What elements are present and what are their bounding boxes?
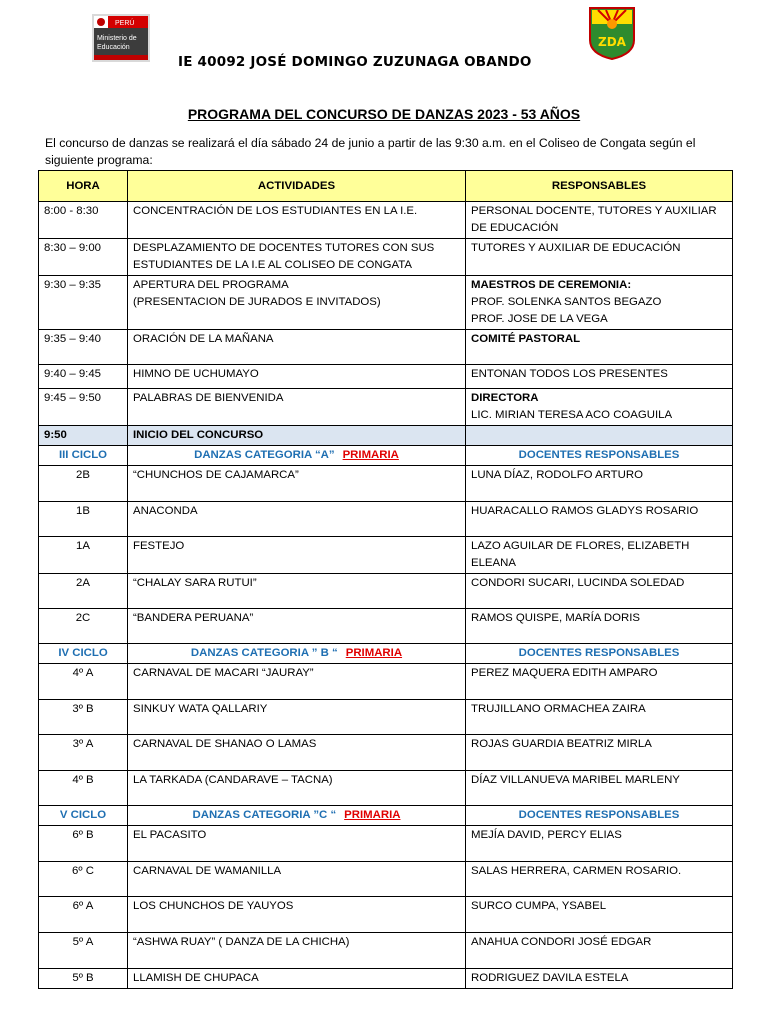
dance-name: LLAMISH DE CHUPACA <box>128 969 466 989</box>
dance-grade: 2B <box>39 466 128 502</box>
schedule-responsible <box>466 202 733 239</box>
level-label: PRIMARIA <box>342 449 399 461</box>
schedule-activity: APERTURA DEL PROGRAMA (PRESENTACION DE JURADOS E INVITADOS) <box>128 276 466 330</box>
schedule-time: 9:35 – 9:40 <box>39 330 128 365</box>
svg-text:PERÚ: PERÚ <box>115 20 135 27</box>
program-table <box>38 170 733 989</box>
dance-row <box>39 735 733 771</box>
level-label: PRIMARIA <box>344 809 401 821</box>
dance-grade: 2A <box>39 574 128 609</box>
dance-grade: 6º B <box>39 826 128 862</box>
schedule-responsible <box>466 276 733 330</box>
dance-grade: 5º A <box>39 933 128 969</box>
start-empty <box>466 426 733 446</box>
dance-grade: 6º C <box>39 862 128 897</box>
category-cell <box>128 446 466 466</box>
start-activity: INICIO DEL CONCURSO <box>128 426 466 446</box>
responsible-title: DIRECTORA <box>471 392 539 404</box>
responsible-names: ENTONAN TODOS LOS PRESENTES <box>471 368 668 380</box>
schedule-activity: CONCENTRACIÓN DE LOS ESTUDIANTES EN LA I.E. <box>128 202 466 239</box>
responsible-title: COMITÉ PASTORAL <box>471 333 581 345</box>
dance-teacher: LUNA DÍAZ, RODOLFO ARTURO <box>466 466 733 502</box>
category-label: DANZAS CATEGORIA ” B “ <box>190 647 338 659</box>
schedule-row <box>39 365 733 389</box>
dance-teacher: HUARACALLO RAMOS GLADYS ROSARIO <box>466 502 733 537</box>
cycle-header-row <box>39 446 733 466</box>
responsible-title: MAESTROS DE CEREMONIA: <box>471 279 632 291</box>
dance-row <box>39 826 733 862</box>
schedule-row <box>39 276 733 330</box>
dance-name: ANACONDA <box>128 502 466 537</box>
dance-teacher: SALAS HERRERA, CARMEN ROSARIO. <box>466 862 733 897</box>
dance-grade: 1A <box>39 537 128 574</box>
dance-name: LA TARKADA (CANDARAVE – TACNA) <box>128 771 466 806</box>
dance-teacher: PEREZ MAQUERA EDITH AMPARO <box>466 664 733 700</box>
category-cell <box>128 806 466 826</box>
dance-grade: 4º A <box>39 664 128 700</box>
cycle-header-row <box>39 644 733 664</box>
table-header-row <box>39 171 733 202</box>
header-responsables: RESPONSABLES <box>466 171 733 202</box>
svg-text:Ministerio de: Ministerio de <box>97 35 137 42</box>
school-name: IE 40092 JOSÉ DOMINGO ZUZUNAGA OBANDO <box>178 54 532 70</box>
ministry-of-education-logo <box>90 8 152 64</box>
responsible-names: TUTORES Y AUXILIAR DE EDUCACIÓN <box>471 242 681 254</box>
dance-row <box>39 700 733 735</box>
schedule-responsible <box>466 365 733 389</box>
dance-row <box>39 537 733 574</box>
dance-name: “CHUNCHOS DE CAJAMARCA” <box>128 466 466 502</box>
dance-teacher: LAZO AGUILAR DE FLORES, ELIZABETH ELEANA <box>466 537 733 574</box>
header-actividades: ACTIVIDADES <box>128 171 466 202</box>
dance-grade: 5º B <box>39 969 128 989</box>
schedule-responsible <box>466 330 733 365</box>
dance-name: “CHALAY SARA RUTUI” <box>128 574 466 609</box>
schedule-activity: ORACIÓN DE LA MAÑANA <box>128 330 466 365</box>
svg-text:ZDA: ZDA <box>598 35 626 49</box>
school-crest-logo <box>588 6 636 60</box>
dance-row <box>39 609 733 644</box>
category-label: DANZAS CATEGORIA “A” <box>194 449 335 461</box>
cycle-name: V CICLO <box>39 806 128 826</box>
schedule-time: 8:00 - 8:30 <box>39 202 128 239</box>
svg-text:Educación: Educación <box>97 44 130 51</box>
dance-row <box>39 574 733 609</box>
dance-grade: 2C <box>39 609 128 644</box>
category-cell <box>128 644 466 664</box>
dance-name: SINKUY WATA QALLARIY <box>128 700 466 735</box>
dance-grade: 6º A <box>39 897 128 933</box>
dance-row <box>39 969 733 989</box>
schedule-time: 9:30 – 9:35 <box>39 276 128 330</box>
schedule-time: 8:30 – 9:00 <box>39 239 128 276</box>
dance-name: FESTEJO <box>128 537 466 574</box>
responsible-names: PERSONAL DOCENTE, TUTORES Y AUXILIAR DE EDUCACIÓN <box>471 205 717 234</box>
schedule-time: 9:45 – 9:50 <box>39 389 128 426</box>
cycle-header-row <box>39 806 733 826</box>
level-label: PRIMARIA <box>345 647 403 659</box>
dance-teacher: RODRIGUEZ DAVILA ESTELA <box>466 969 733 989</box>
dance-teacher: DÍAZ VILLANUEVA MARIBEL MARLENY <box>466 771 733 806</box>
dance-row <box>39 862 733 897</box>
dance-row <box>39 664 733 700</box>
dance-teacher: ROJAS GUARDIA BEATRIZ MIRLA <box>466 735 733 771</box>
cycle-name: III CICLO <box>39 446 128 466</box>
dance-teacher: SURCO CUMPA, YSABEL <box>466 897 733 933</box>
dance-row <box>39 502 733 537</box>
dance-name: CARNAVAL DE MACARI “JAURAY” <box>128 664 466 700</box>
dance-teacher: RAMOS QUISPE, MARÍA DORIS <box>466 609 733 644</box>
dance-grade: 3º A <box>39 735 128 771</box>
schedule-activity: HIMNO DE UCHUMAYO <box>128 365 466 389</box>
intro-paragraph: El concurso de danzas se realizará el día sábado 24 de junio a partir de las 9:30 a.m. en el Coliseo de Congata según el siguiente programa: <box>45 136 696 167</box>
dance-row <box>39 771 733 806</box>
dance-name: “ASHWA RUAY” ( DANZA DE LA CHICHA) <box>128 933 466 969</box>
dance-name: LOS CHUNCHOS DE YAUYOS <box>128 897 466 933</box>
start-time: 9:50 <box>39 426 128 446</box>
dance-row <box>39 933 733 969</box>
dance-row <box>39 897 733 933</box>
dance-row <box>39 466 733 502</box>
schedule-activity: DESPLAZAMIENTO DE DOCENTES TUTORES CON SUS ESTUDIANTES DE LA I.E AL COLISEO DE CONGATA <box>128 239 466 276</box>
document-title: PROGRAMA DEL CONCURSO DE DANZAS 2023 - 53 AÑOS <box>187 106 581 122</box>
schedule-activity: PALABRAS DE BIENVENIDA <box>128 389 466 426</box>
teachers-header: DOCENTES RESPONSABLES <box>466 806 733 826</box>
dance-teacher: TRUJILLANO ORMACHEA ZAIRA <box>466 700 733 735</box>
responsible-names: PROF. SOLENKA SANTOS BEGAZO PROF. JOSE DE LA VEGA <box>471 296 662 325</box>
teachers-header: DOCENTES RESPONSABLES <box>466 644 733 664</box>
schedule-responsible <box>466 239 733 276</box>
schedule-responsible <box>466 389 733 426</box>
schedule-time: 9:40 – 9:45 <box>39 365 128 389</box>
header-hora: HORA <box>39 171 128 202</box>
schedule-row <box>39 330 733 365</box>
dance-name: CARNAVAL DE SHANAO O LAMAS <box>128 735 466 771</box>
category-label: DANZAS CATEGORIA ”C “ <box>192 809 337 821</box>
teachers-header: DOCENTES RESPONSABLES <box>466 446 733 466</box>
dance-grade: 1B <box>39 502 128 537</box>
schedule-row <box>39 389 733 426</box>
responsible-names: LIC. MIRIAN TERESA ACO COAGUILA <box>471 409 673 421</box>
dance-name: “BANDERA PERUANA” <box>128 609 466 644</box>
dance-teacher: MEJÍA DAVID, PERCY ELIAS <box>466 826 733 862</box>
schedule-row <box>39 202 733 239</box>
dance-teacher: ANAHUA CONDORI JOSÉ EDGAR <box>466 933 733 969</box>
schedule-row <box>39 239 733 276</box>
dance-name: CARNAVAL DE WAMANILLA <box>128 862 466 897</box>
dance-grade: 3º B <box>39 700 128 735</box>
dance-grade: 4º B <box>39 771 128 806</box>
dance-name: EL PACASITO <box>128 826 466 862</box>
contest-start-row <box>39 426 733 446</box>
dance-teacher: CONDORI SUCARI, LUCINDA SOLEDAD <box>466 574 733 609</box>
cycle-name: IV CICLO <box>39 644 128 664</box>
